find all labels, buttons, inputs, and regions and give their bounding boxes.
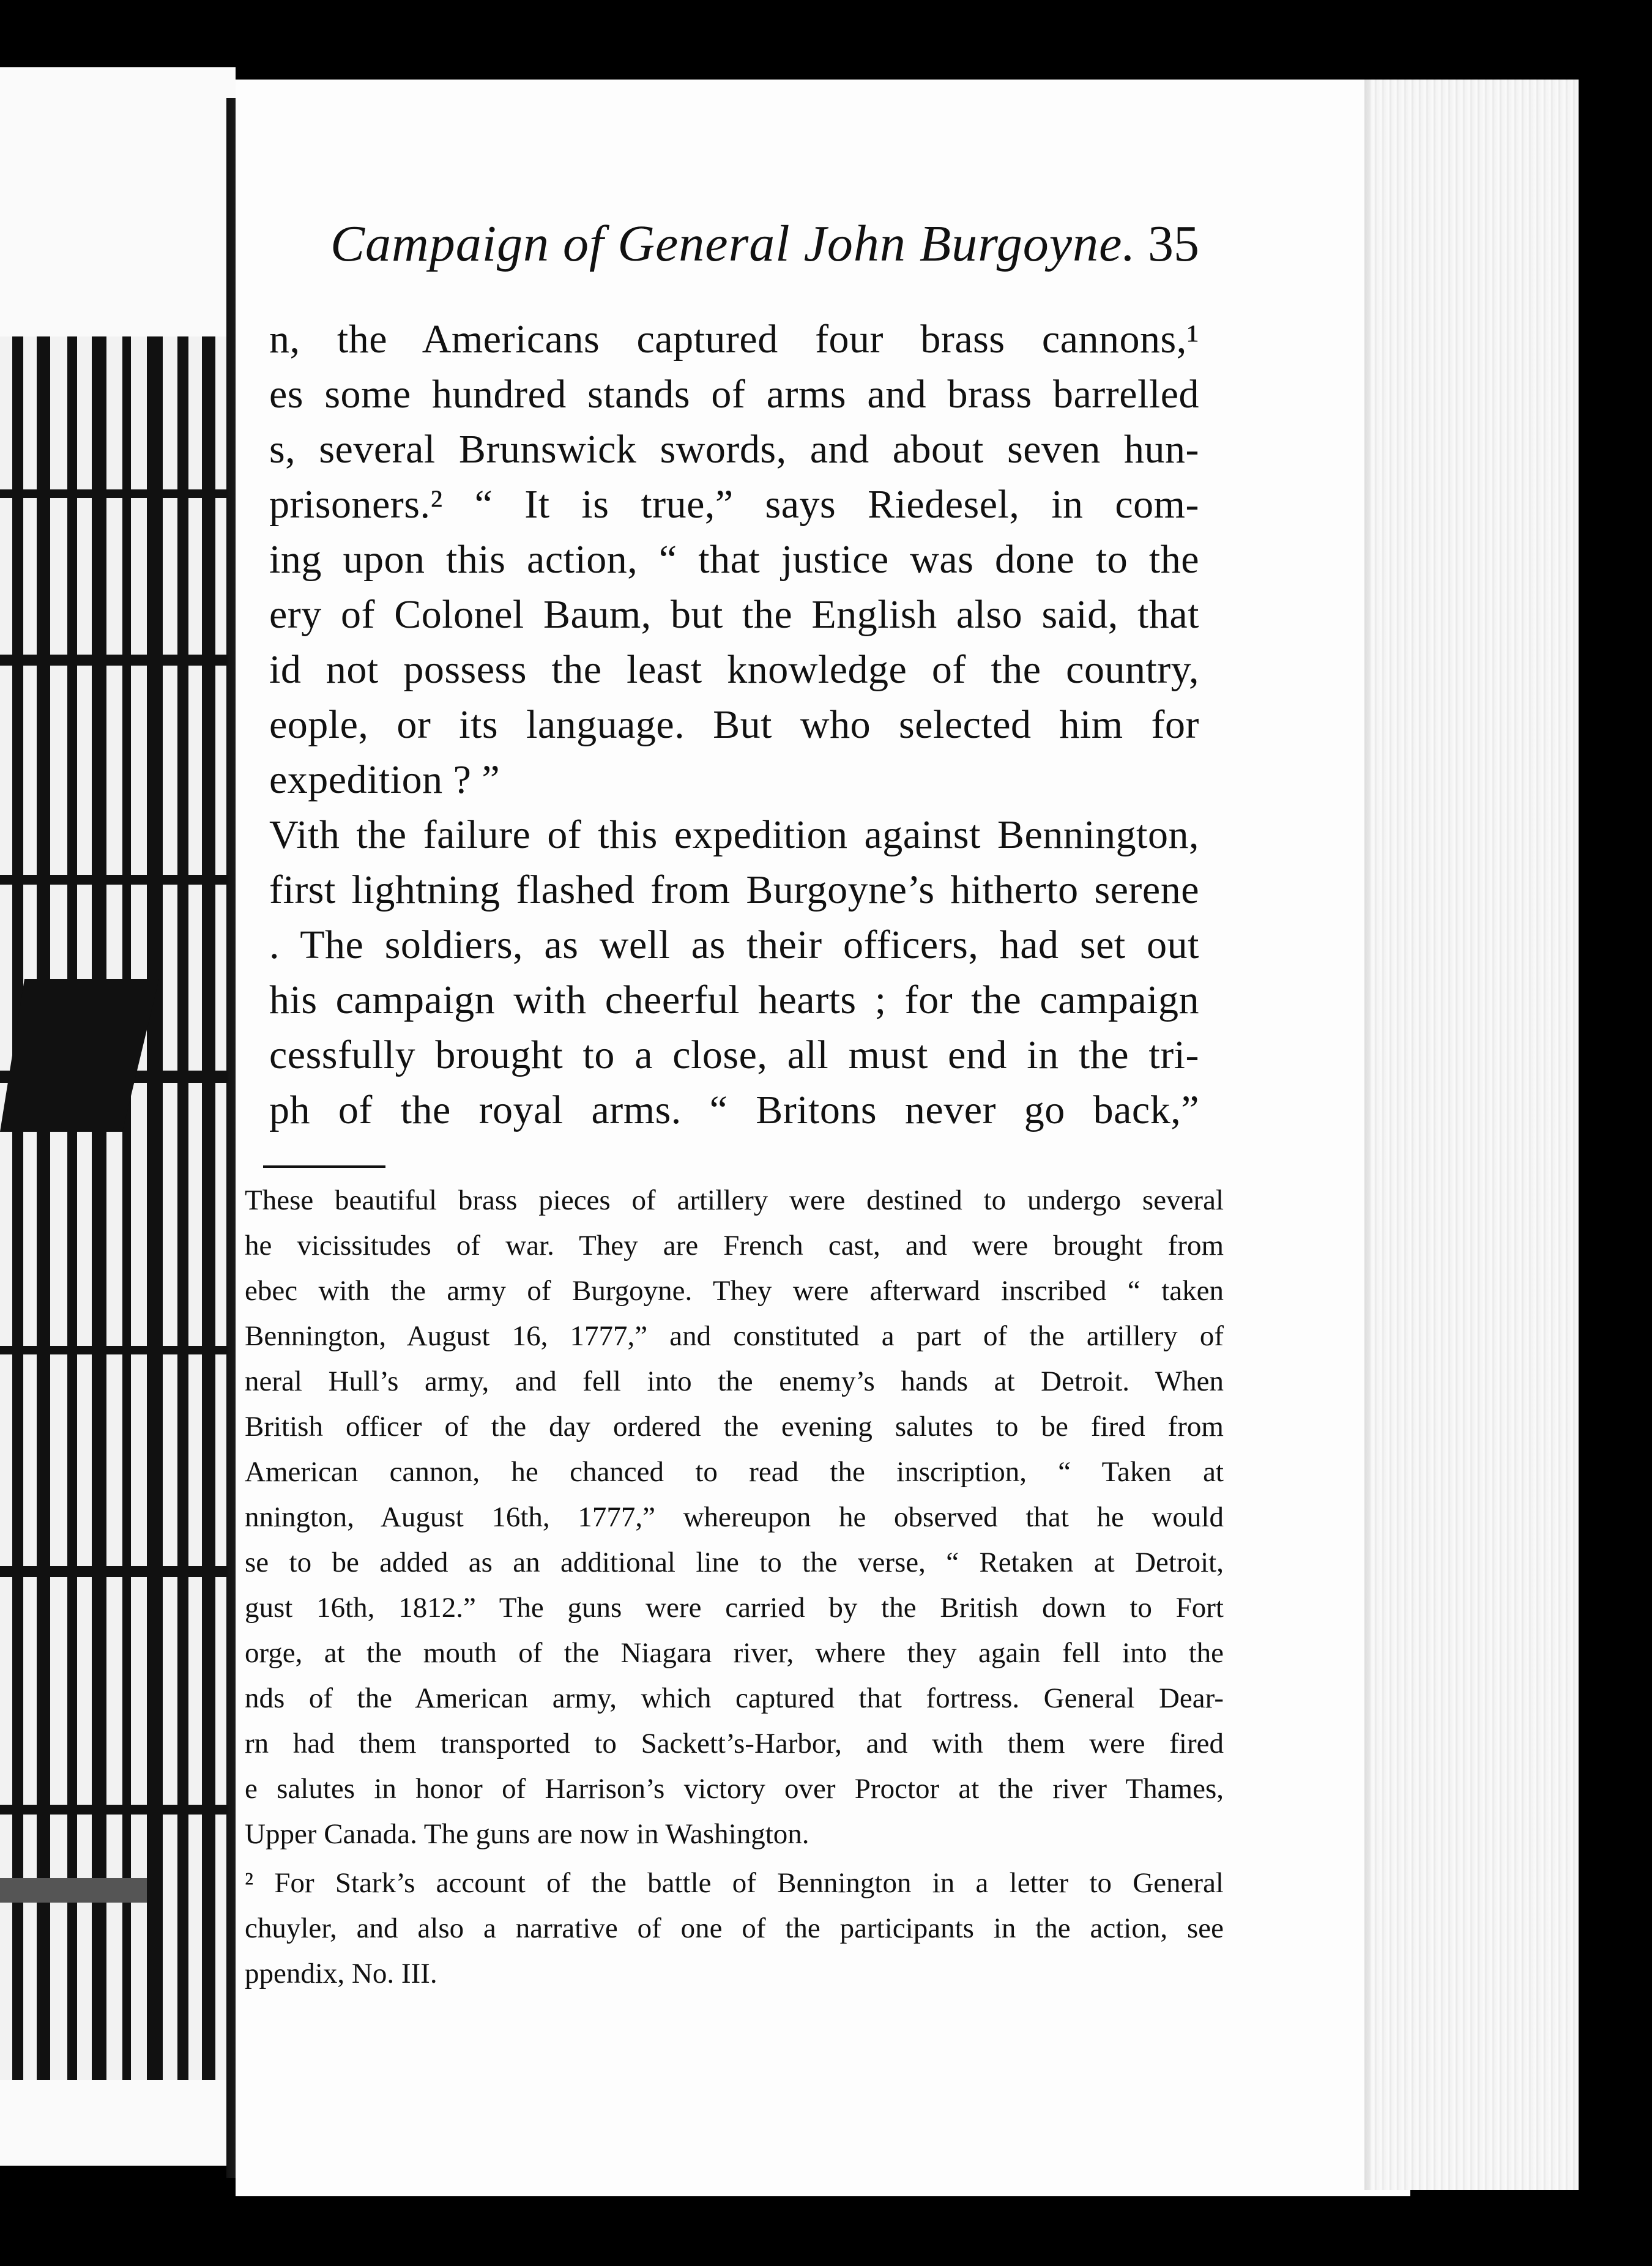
footnote-line: nnington, August 16th, 1777,” whereupon he observed that he would — [245, 1501, 1224, 1533]
body-line: his campaign with cheerful hearts ; for the campaign — [269, 978, 1199, 1022]
footnote-line: Bennington, August 16, 1777,” and constituted a part of the artillery of — [245, 1320, 1224, 1352]
footnote-line: nds of the American army, which captured that fortress. General Dear- — [245, 1682, 1224, 1714]
body-line: ery of Colonel Baum, but the English also said, that — [269, 592, 1199, 637]
footnote-line: orge, at the mouth of the Niagara river, where they again fell into the — [245, 1637, 1224, 1669]
footnotes — [245, 1178, 1224, 1996]
body-line: es some hundred stands of arms and brass barrelled — [269, 372, 1199, 417]
running-head — [330, 214, 1199, 288]
body-line: id not possess the least knowledge of the country, — [269, 647, 1199, 692]
body-line: first lightning flashed from Burgoyne’s hitherto serene — [269, 867, 1199, 912]
body-line: eople, or its language. But who selected him for — [269, 702, 1199, 747]
footnote-line: neral Hull’s army, and fell into the enemy’s hands at Detroit. When — [245, 1365, 1224, 1397]
body-line: Vith the failure of this expedition against Bennington, — [269, 812, 1199, 857]
footnote-line: ebec with the army of Burgoyne. They were afterward inscribed “ taken — [245, 1275, 1224, 1307]
footnote-line: e salutes in honor of Harrison’s victory over Proctor at the river Thames, — [245, 1773, 1224, 1805]
footnote-line: American cannon, he chanced to read the inscription, “ Taken at — [245, 1456, 1224, 1488]
body-line: prisoners.² “ It is true,” says Riedesel, in com- — [269, 482, 1199, 527]
footnote-line: he vicissitudes of war. They are French cast, and were brought from — [245, 1230, 1224, 1261]
footnote-1 — [245, 1178, 1224, 1857]
footnote-line: gust 16th, 1812.” The guns were carried by the British down to Fort — [245, 1592, 1224, 1624]
body-line: n, the Americans captured four brass cannons,¹ — [269, 317, 1199, 362]
body-line: expedition ? ” — [269, 757, 500, 802]
footnote-line: ppendix, No. III. — [245, 1958, 437, 1989]
page-number: 35 — [1148, 215, 1199, 272]
footnote-line: rn had them transported to Sackett’s-Harbor, and with them were fired — [245, 1728, 1224, 1759]
body-line: s, several Brunswick swords, and about seven hun- — [269, 427, 1199, 472]
footnote-line: British officer of the day ordered the evening salutes to be fired from — [245, 1411, 1224, 1443]
footnote-line: These beautiful brass pieces of artillery were destined to undergo several — [245, 1184, 1224, 1216]
footnote-line: chuyler, and also a narrative of one of the participants in the action, see — [245, 1912, 1224, 1944]
footnote-line: se to be added as an additional line to the verse, “ Retaken at Detroit, — [245, 1547, 1224, 1578]
body-line: ing upon this action, “ that justice was done to the — [269, 537, 1199, 582]
footnote-line: ² For Stark’s account of the battle of Bennington in a letter to General — [245, 1867, 1224, 1899]
body-text — [269, 312, 1199, 1138]
footnote-line: Upper Canada. The guns are now in Washington. — [245, 1818, 809, 1850]
footnote-rule — [263, 1165, 385, 1168]
engraving-illustration — [0, 336, 226, 2080]
running-head-title: Campaign of General John Burgoyne. — [330, 215, 1136, 272]
body-line: cessfully brought to a close, all must end in the tri- — [269, 1033, 1199, 1077]
footnote-2 — [245, 1860, 1224, 1996]
body-line: . The soldiers, as well as their officers, had set out — [269, 923, 1199, 967]
facing-page — [0, 67, 236, 2166]
page-block-edges — [1371, 80, 1579, 2190]
body-line: ph of the royal arms. “ Britons never go back,” — [269, 1088, 1199, 1132]
